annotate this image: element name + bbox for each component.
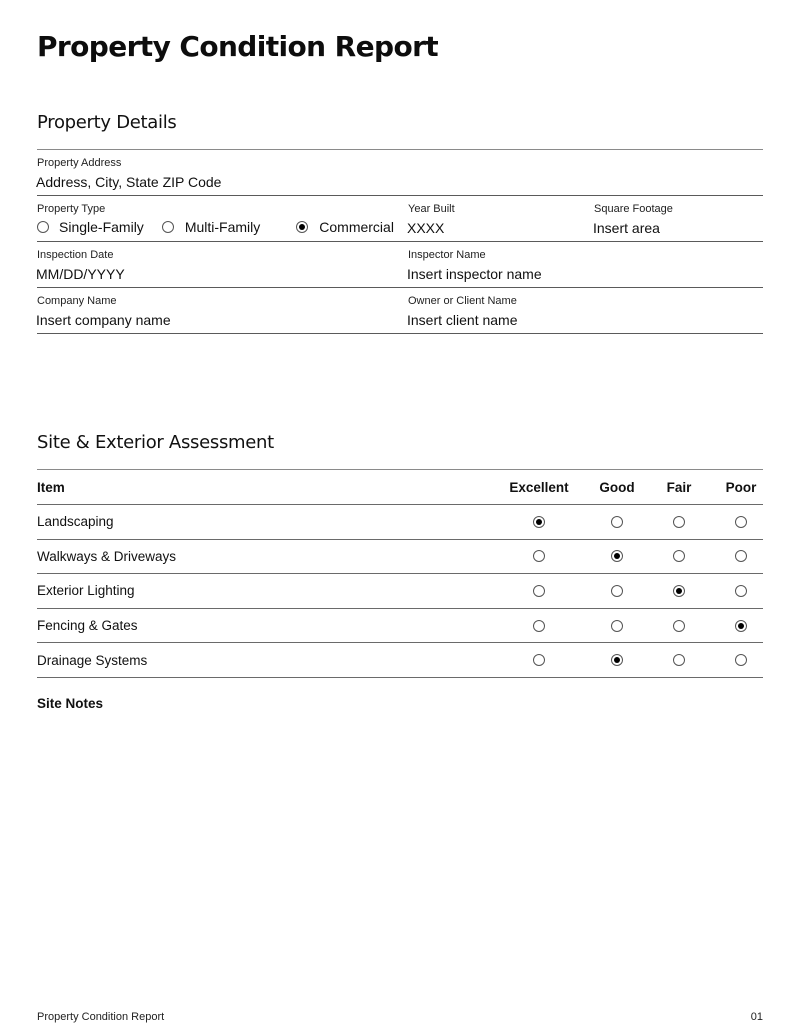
rating-cell-poor (711, 540, 771, 574)
property-address-label: Property Address (37, 157, 122, 169)
page-title: Property Condition Report (37, 30, 439, 63)
radio-label: Multi-Family (184, 219, 261, 235)
section-title-site-assessment: Site & Exterior Assessment (37, 432, 274, 453)
rating-cell-excellent (509, 540, 569, 574)
radio-unchecked-icon[interactable] (533, 550, 545, 562)
inspection-row (37, 242, 763, 288)
site-assessment-table (37, 469, 763, 678)
column-header-excellent: Excellent (509, 479, 569, 495)
radio-unchecked-icon[interactable] (735, 654, 747, 666)
address-row (37, 150, 763, 196)
year-built-value[interactable]: XXXX (407, 220, 445, 236)
table-row (37, 609, 763, 644)
company-row (37, 288, 763, 334)
square-footage-label: Square Footage (594, 203, 673, 215)
rating-cell-good (587, 643, 647, 677)
radio-label: Commercial (319, 219, 394, 235)
radio-checked-icon[interactable] (611, 550, 623, 562)
radio-unchecked-icon[interactable] (673, 654, 685, 666)
column-header-good: Good (599, 479, 635, 495)
radio-unchecked-icon[interactable] (37, 221, 49, 233)
row-item-label: Fencing & Gates (37, 618, 138, 634)
column-header-poor: Poor (725, 479, 757, 495)
radio-unchecked-icon[interactable] (735, 585, 747, 597)
rating-cell-fair (649, 643, 709, 677)
rating-cell-good (587, 505, 647, 539)
inspector-name-label: Inspector Name (408, 249, 486, 261)
property-details-form (37, 149, 763, 334)
radio-commercial[interactable] (296, 219, 394, 235)
radio-unchecked-icon[interactable] (611, 516, 623, 528)
radio-multi-family[interactable] (162, 219, 260, 235)
section-title-property-details: Property Details (37, 112, 177, 133)
radio-checked-icon[interactable] (533, 516, 545, 528)
page-number: 01 (750, 1011, 763, 1023)
property-type-row (37, 196, 763, 242)
table-row (37, 540, 763, 575)
inspection-date-label: Inspection Date (37, 249, 114, 261)
rating-cell-poor (711, 574, 771, 608)
row-item-label: Landscaping (37, 514, 114, 530)
row-item-label: Drainage Systems (37, 652, 148, 668)
rating-cell-fair (649, 505, 709, 539)
rating-cell-excellent (509, 609, 569, 643)
rating-cell-fair (649, 540, 709, 574)
radio-unchecked-icon[interactable] (611, 585, 623, 597)
company-name-label: Company Name (37, 295, 117, 307)
radio-checked-icon[interactable] (735, 620, 747, 632)
column-header-item: Item (37, 479, 65, 495)
rating-cell-good (587, 574, 647, 608)
table-header-row (37, 470, 763, 505)
rating-cell-poor (711, 609, 771, 643)
radio-unchecked-icon[interactable] (673, 516, 685, 528)
table-row (37, 643, 763, 678)
year-built-label: Year Built (408, 203, 455, 215)
footer-title: Property Condition Report (37, 1011, 165, 1023)
radio-single-family[interactable] (37, 219, 144, 235)
radio-checked-icon[interactable] (673, 585, 685, 597)
radio-unchecked-icon[interactable] (162, 221, 174, 233)
square-footage-value[interactable]: Insert area (593, 220, 660, 236)
owner-client-name-value[interactable]: Insert client name (407, 312, 518, 328)
radio-unchecked-icon[interactable] (533, 620, 545, 632)
rating-cell-poor (711, 505, 771, 539)
company-name-value[interactable]: Insert company name (36, 312, 171, 328)
radio-unchecked-icon[interactable] (735, 516, 747, 528)
radio-unchecked-icon[interactable] (673, 620, 685, 632)
radio-checked-icon[interactable] (611, 654, 623, 666)
rating-cell-fair (649, 574, 709, 608)
radio-checked-icon[interactable] (296, 221, 308, 233)
inspector-name-value[interactable]: Insert inspector name (407, 266, 542, 282)
table-row (37, 574, 763, 609)
column-header-fair: Fair (666, 479, 692, 495)
radio-unchecked-icon[interactable] (533, 654, 545, 666)
radio-unchecked-icon[interactable] (673, 550, 685, 562)
rating-cell-good (587, 540, 647, 574)
inspection-date-value[interactable]: MM/DD/YYYY (36, 266, 125, 282)
property-type-label: Property Type (37, 203, 106, 215)
radio-unchecked-icon[interactable] (735, 550, 747, 562)
property-address-value[interactable]: Address, City, State ZIP Code (36, 174, 222, 190)
radio-label: Single-Family (59, 219, 144, 235)
rating-cell-poor (711, 643, 771, 677)
radio-unchecked-icon[interactable] (611, 620, 623, 632)
rating-cell-excellent (509, 643, 569, 677)
row-item-label: Walkways & Driveways (37, 548, 177, 564)
rating-cell-good (587, 609, 647, 643)
rating-cell-excellent (509, 505, 569, 539)
owner-client-name-label: Owner or Client Name (408, 295, 517, 307)
table-row (37, 505, 763, 540)
radio-unchecked-icon[interactable] (533, 585, 545, 597)
rating-cell-excellent (509, 574, 569, 608)
row-item-label: Exterior Lighting (37, 583, 135, 599)
property-type-radio-group (37, 219, 394, 235)
rating-cell-fair (649, 609, 709, 643)
site-notes-label: Site Notes (37, 696, 104, 711)
